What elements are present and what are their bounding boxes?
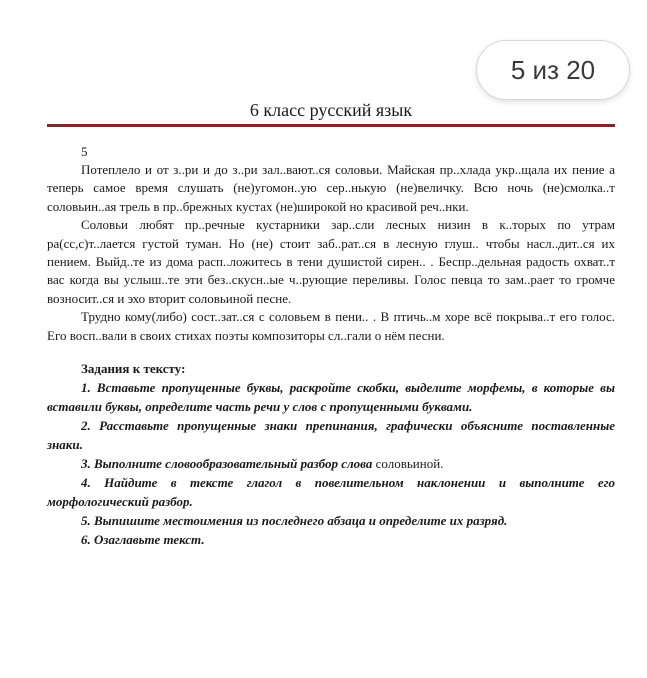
text-paragraph-2: Соловьи любят пр..речные кустарники зар..сли лесных низин в к..торых по утрам ра(сс,с)т..лается густой туман. Но (не) стоит заб..рат..ся в лесную глуш.. чтобы насл..дит..ся их пением. Выйд..те из дома расп..ложитесь в тени душистой сирен.. . Беспр..дельная радость охват..т вас когда вы услыш..те эти без..скусн..ые ч..рующие переливы. Голос певца то зам..рает то громче возносит..ся и эхо вторит соловьиной песне. [47,217,615,306]
header-divider [47,124,615,127]
tasks-title: Задания к тексту: [81,361,186,377]
task-3-word: соловьиной. [372,456,444,472]
document-header: 6 класс русский язык [249,100,413,120]
text-paragraph-1: Потеплело и от з..ри и до з..ри зал..вают..ся соловьи. Майская пр..хлада укр..щала их пение а теперь самое время слушать (не)угомон..ую сер..нькую (не)величку. Всю ночь (не)смолка..т соловьин..ая трель в пр..брежных кустах (не)широкой но красивой реч..нки. [47,162,615,214]
task-4: 4. Найдите в тексте глагол в повелительном наклонении и выполните его морфологический разбор. [47,475,615,510]
task-3 [47,454,615,473]
task-5: 5. Выпишите местоимения из последнего абзаца и определите их разряд. [81,513,508,529]
task-6: 6. Озаглавьте текст. [81,532,205,548]
task-2: 2. Расставьте пропущенные знаки препинания, графически объясните поставленные знаки. [47,418,615,453]
document-page [47,98,615,549]
tasks-section [47,359,615,549]
task-1: 1. Вставьте пропущенные буквы, раскройте скобки, выделите морфемы, в которые вы вставили буквы, определите часть речи у слов с пропущенными буквами. [47,380,615,415]
exercise-number: 5 [81,144,88,159]
task-3-text: 3. Выполните словообразовательный разбор слова [81,456,373,472]
text-paragraph-3: Трудно кому(либо) сост..зат..ся с соловьем в пени.. . В птичь..м хоре всё покрыва..т его голос. Его восп..вали в своих стихах поэты композиторы сл..гали о нём песни. [47,309,615,343]
page-indicator: 5 из 20 [476,40,630,100]
